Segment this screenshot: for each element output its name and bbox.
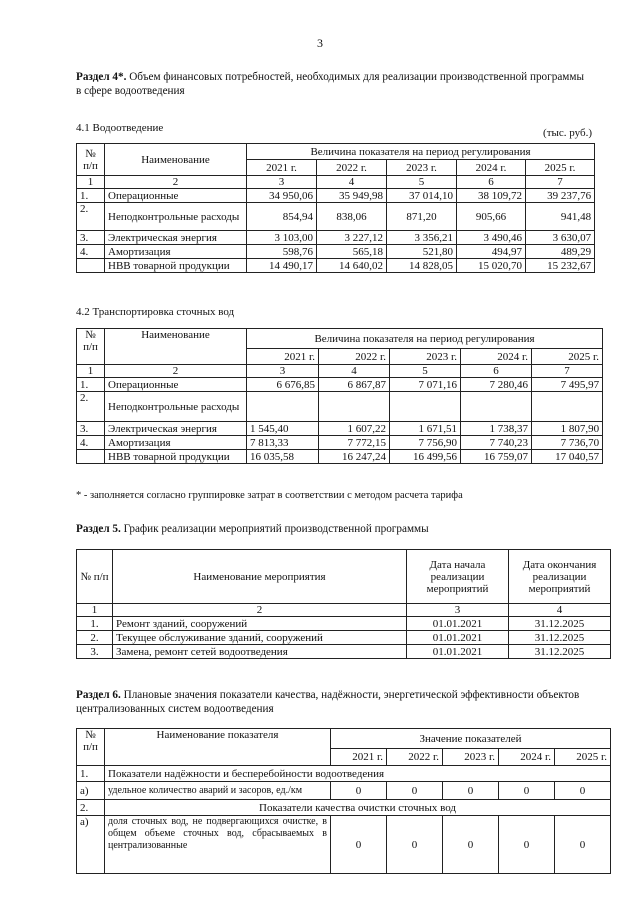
header-value-group: Величина показателя на период регулирования bbox=[247, 329, 603, 349]
row-name: НВВ товарной продукции bbox=[105, 259, 247, 273]
value-cell: 0 bbox=[387, 816, 443, 874]
value-cell: 7 813,33 bbox=[247, 436, 319, 450]
value-cell: 494,97 bbox=[457, 245, 526, 259]
table-row bbox=[77, 203, 595, 231]
header-year: 2024 г. bbox=[499, 749, 555, 766]
header-year: 2021 г. bbox=[247, 160, 317, 176]
value-cell: 0 bbox=[443, 782, 499, 800]
table-4-1 bbox=[76, 143, 595, 273]
table-row bbox=[77, 189, 595, 203]
row-num: 4. bbox=[77, 436, 105, 450]
table-row bbox=[77, 631, 611, 645]
page-number: 3 bbox=[317, 36, 323, 50]
table-row bbox=[77, 392, 603, 422]
section4-title-bold: Раздел 4*. bbox=[76, 71, 127, 83]
table-row bbox=[77, 816, 611, 874]
value-cell: 521,80 bbox=[387, 245, 457, 259]
value-cell: 3 227,12 bbox=[317, 231, 387, 245]
header-num: № п/п bbox=[77, 329, 105, 365]
value-cell: 871,20 bbox=[387, 203, 457, 231]
value-cell: 14 828,05 bbox=[387, 259, 457, 273]
section5-title-text: График реализации мероприятий производственной программы bbox=[120, 523, 429, 535]
value-cell: 3 490,46 bbox=[457, 231, 526, 245]
row-num: 1. bbox=[77, 378, 105, 392]
index-cell: 3 bbox=[407, 604, 509, 617]
value-cell: 489,29 bbox=[526, 245, 595, 259]
header-num: № п/п bbox=[77, 729, 105, 766]
start-date: 01.01.2021 bbox=[407, 645, 509, 659]
row-num bbox=[77, 450, 105, 464]
value-cell: 905,66 bbox=[457, 203, 526, 231]
row-num: а) bbox=[77, 816, 105, 874]
value-cell: 7 495,97 bbox=[532, 378, 603, 392]
value-cell: 0 bbox=[499, 782, 555, 800]
row-name: НВВ товарной продукции bbox=[105, 450, 247, 464]
index-cell: 6 bbox=[461, 365, 532, 378]
index-cell: 3 bbox=[247, 176, 317, 189]
value-cell: 1 607,22 bbox=[319, 422, 390, 436]
header-num: № п/п bbox=[77, 550, 113, 604]
table-4-2 bbox=[76, 328, 603, 464]
table-5 bbox=[76, 549, 611, 659]
value-cell: 35 949,98 bbox=[317, 189, 387, 203]
row-num: 1. bbox=[77, 189, 105, 203]
header-value-group: Величина показателя на период регулирования bbox=[247, 144, 595, 160]
value-cell: 0 bbox=[387, 782, 443, 800]
section6-title-text: Плановые значения показатели качества, надёжности, энергетической эффективности объектов централизованных систем водоотведения bbox=[76, 689, 580, 715]
index-cell: 2 bbox=[113, 604, 407, 617]
end-date: 31.12.2025 bbox=[509, 617, 611, 631]
value-cell: 16 035,58 bbox=[247, 450, 319, 464]
row-name: Операционные bbox=[105, 378, 247, 392]
value-cell: 16 759,07 bbox=[461, 450, 532, 464]
row-name: Замена, ремонт сетей водоотведения bbox=[113, 645, 407, 659]
value-cell: 7 772,15 bbox=[319, 436, 390, 450]
row-num: 2. bbox=[77, 631, 113, 645]
value-cell: 14 640,02 bbox=[317, 259, 387, 273]
row-name: Амортизация bbox=[105, 245, 247, 259]
section4-title-text: Объем финансовых потребностей, необходимых для реализации производственной программы в сфере водоотведения bbox=[76, 71, 584, 97]
index-cell: 7 bbox=[532, 365, 603, 378]
value-cell: 7 756,90 bbox=[390, 436, 461, 450]
table-row bbox=[77, 245, 595, 259]
row-num: 1. bbox=[77, 766, 105, 782]
header-year: 2021 г. bbox=[331, 749, 387, 766]
header-year: 2023 г. bbox=[443, 749, 499, 766]
value-cell: 38 109,72 bbox=[457, 189, 526, 203]
value-cell: 0 bbox=[443, 816, 499, 874]
row-name: Операционные bbox=[105, 189, 247, 203]
row-num: 2. bbox=[77, 203, 105, 231]
row-name: удельное количество аварий и засоров, ед./км bbox=[105, 782, 331, 800]
value-cell: 0 bbox=[331, 816, 387, 874]
index-row bbox=[77, 176, 595, 189]
index-cell: 5 bbox=[390, 365, 461, 378]
row-name: Текущее обслуживание зданий, сооружений bbox=[113, 631, 407, 645]
index-cell: 4 bbox=[317, 176, 387, 189]
table-row bbox=[77, 436, 603, 450]
index-cell: 5 bbox=[387, 176, 457, 189]
table-row bbox=[77, 378, 603, 392]
value-cell: 838,06 bbox=[317, 203, 387, 231]
value-cell: 0 bbox=[331, 782, 387, 800]
table-row bbox=[77, 645, 611, 659]
section4-heading bbox=[76, 70, 591, 98]
value-cell: 941,48 bbox=[526, 203, 595, 231]
value-cell: 34 950,06 bbox=[247, 189, 317, 203]
value-cell: 7 740,23 bbox=[461, 436, 532, 450]
value-cell: 565,18 bbox=[317, 245, 387, 259]
value-cell bbox=[319, 392, 390, 422]
value-cell bbox=[461, 392, 532, 422]
index-cell: 4 bbox=[319, 365, 390, 378]
row-name: доля сточных вод, не подвергающихся очистке, в общем объеме сточных вод, сбрасываемых в централизованные bbox=[105, 816, 331, 874]
start-date: 01.01.2021 bbox=[407, 617, 509, 631]
value-cell: 17 040,57 bbox=[532, 450, 603, 464]
footnote: * - заполняется согласно группировке затрат в соответствии с методом расчета тарифа bbox=[76, 490, 463, 501]
header-name: Наименование мероприятия bbox=[113, 550, 407, 604]
value-cell: 854,94 bbox=[247, 203, 317, 231]
end-date: 31.12.2025 bbox=[509, 645, 611, 659]
row-name: Амортизация bbox=[105, 436, 247, 450]
value-cell: 16 499,56 bbox=[390, 450, 461, 464]
table-6 bbox=[76, 728, 611, 874]
header-year: 2025 г. bbox=[526, 160, 595, 176]
value-cell: 3 356,21 bbox=[387, 231, 457, 245]
header-year: 2024 г. bbox=[461, 349, 532, 365]
end-date: 31.12.2025 bbox=[509, 631, 611, 645]
value-cell: 7 280,46 bbox=[461, 378, 532, 392]
row-num: 3. bbox=[77, 231, 105, 245]
table-row-group bbox=[77, 800, 611, 816]
row-name: Электрическая энергия bbox=[105, 422, 247, 436]
subsection-4-1-title: 4.1 Водоотведение bbox=[76, 122, 164, 134]
subsection-4-2-title: 4.2 Транспортировка сточных вод bbox=[76, 306, 235, 318]
index-cell: 3 bbox=[247, 365, 319, 378]
index-cell: 1 bbox=[77, 176, 105, 189]
row-name: Электрическая энергия bbox=[105, 231, 247, 245]
header-year: 2022 г. bbox=[387, 749, 443, 766]
row-name: Неподконтрольные расходы bbox=[105, 203, 247, 231]
index-cell: 4 bbox=[509, 604, 611, 617]
value-cell: 6 867,87 bbox=[319, 378, 390, 392]
section6-heading bbox=[76, 688, 606, 716]
row-num: 3. bbox=[77, 645, 113, 659]
table-row bbox=[77, 782, 611, 800]
table-row bbox=[77, 422, 603, 436]
header-value-group: Значение показателей bbox=[331, 729, 611, 749]
value-cell: 1 738,37 bbox=[461, 422, 532, 436]
index-cell: 7 bbox=[526, 176, 595, 189]
row-name: Ремонт зданий, сооружений bbox=[113, 617, 407, 631]
table-row bbox=[77, 617, 611, 631]
start-date: 01.01.2021 bbox=[407, 631, 509, 645]
value-cell bbox=[390, 392, 461, 422]
header-year: 2025 г. bbox=[532, 349, 603, 365]
value-cell bbox=[247, 392, 319, 422]
value-cell: 37 014,10 bbox=[387, 189, 457, 203]
row-num: 4. bbox=[77, 245, 105, 259]
header-year: 2025 г. bbox=[555, 749, 611, 766]
header-name: Наименование bbox=[105, 329, 247, 365]
header-year: 2023 г. bbox=[390, 349, 461, 365]
row-num: 2. bbox=[77, 800, 105, 816]
header-year: 2023 г. bbox=[387, 160, 457, 176]
value-cell: 0 bbox=[555, 816, 611, 874]
value-cell: 14 490,17 bbox=[247, 259, 317, 273]
header-year: 2024 г. bbox=[457, 160, 526, 176]
index-row bbox=[77, 604, 611, 617]
table-row-group bbox=[77, 766, 611, 782]
value-cell: 16 247,24 bbox=[319, 450, 390, 464]
index-cell: 2 bbox=[105, 176, 247, 189]
value-cell: 3 103,00 bbox=[247, 231, 317, 245]
row-name: Неподконтрольные расходы bbox=[105, 392, 247, 422]
index-cell: 2 bbox=[105, 365, 247, 378]
value-cell: 1 807,90 bbox=[532, 422, 603, 436]
table-row bbox=[77, 231, 595, 245]
header-name: Наименование показателя bbox=[105, 729, 331, 766]
unit-label: (тыс. руб.) bbox=[543, 127, 592, 139]
value-cell: 15 020,70 bbox=[457, 259, 526, 273]
header-start-date: Дата начала реализации мероприятий bbox=[407, 550, 509, 604]
header-year: 2022 г. bbox=[319, 349, 390, 365]
value-cell: 7 071,16 bbox=[390, 378, 461, 392]
value-cell: 0 bbox=[499, 816, 555, 874]
value-cell: 39 237,76 bbox=[526, 189, 595, 203]
table-row-total bbox=[77, 259, 595, 273]
row-num: а) bbox=[77, 782, 105, 800]
header-year: 2021 г. bbox=[247, 349, 319, 365]
header-year: 2022 г. bbox=[317, 160, 387, 176]
value-cell: 3 630,07 bbox=[526, 231, 595, 245]
value-cell: 598,76 bbox=[247, 245, 317, 259]
value-cell: 7 736,70 bbox=[532, 436, 603, 450]
row-num: 3. bbox=[77, 422, 105, 436]
row-num: 2. bbox=[77, 392, 105, 422]
row-num bbox=[77, 259, 105, 273]
group-title: Показатели надёжности и бесперебойности водоотведения bbox=[105, 766, 611, 782]
value-cell: 15 232,67 bbox=[526, 259, 595, 273]
index-cell: 1 bbox=[77, 604, 113, 617]
section5-title-bold: Раздел 5. bbox=[76, 523, 121, 535]
section6-title-bold: Раздел 6. bbox=[76, 689, 121, 701]
index-cell: 1 bbox=[77, 365, 105, 378]
value-cell: 1 545,40 bbox=[247, 422, 319, 436]
section5-heading bbox=[76, 522, 591, 536]
value-cell: 0 bbox=[555, 782, 611, 800]
value-cell: 6 676,85 bbox=[247, 378, 319, 392]
value-cell bbox=[532, 392, 603, 422]
index-cell: 6 bbox=[457, 176, 526, 189]
value-cell: 1 671,51 bbox=[390, 422, 461, 436]
row-num: 1. bbox=[77, 617, 113, 631]
table-row-total bbox=[77, 450, 603, 464]
group-title: Показатели качества очистки сточных вод bbox=[105, 800, 611, 816]
header-name: Наименование bbox=[105, 144, 247, 176]
header-num: № п/п bbox=[77, 144, 105, 176]
index-row bbox=[77, 365, 603, 378]
header-end-date: Дата окончания реализации мероприятий bbox=[509, 550, 611, 604]
